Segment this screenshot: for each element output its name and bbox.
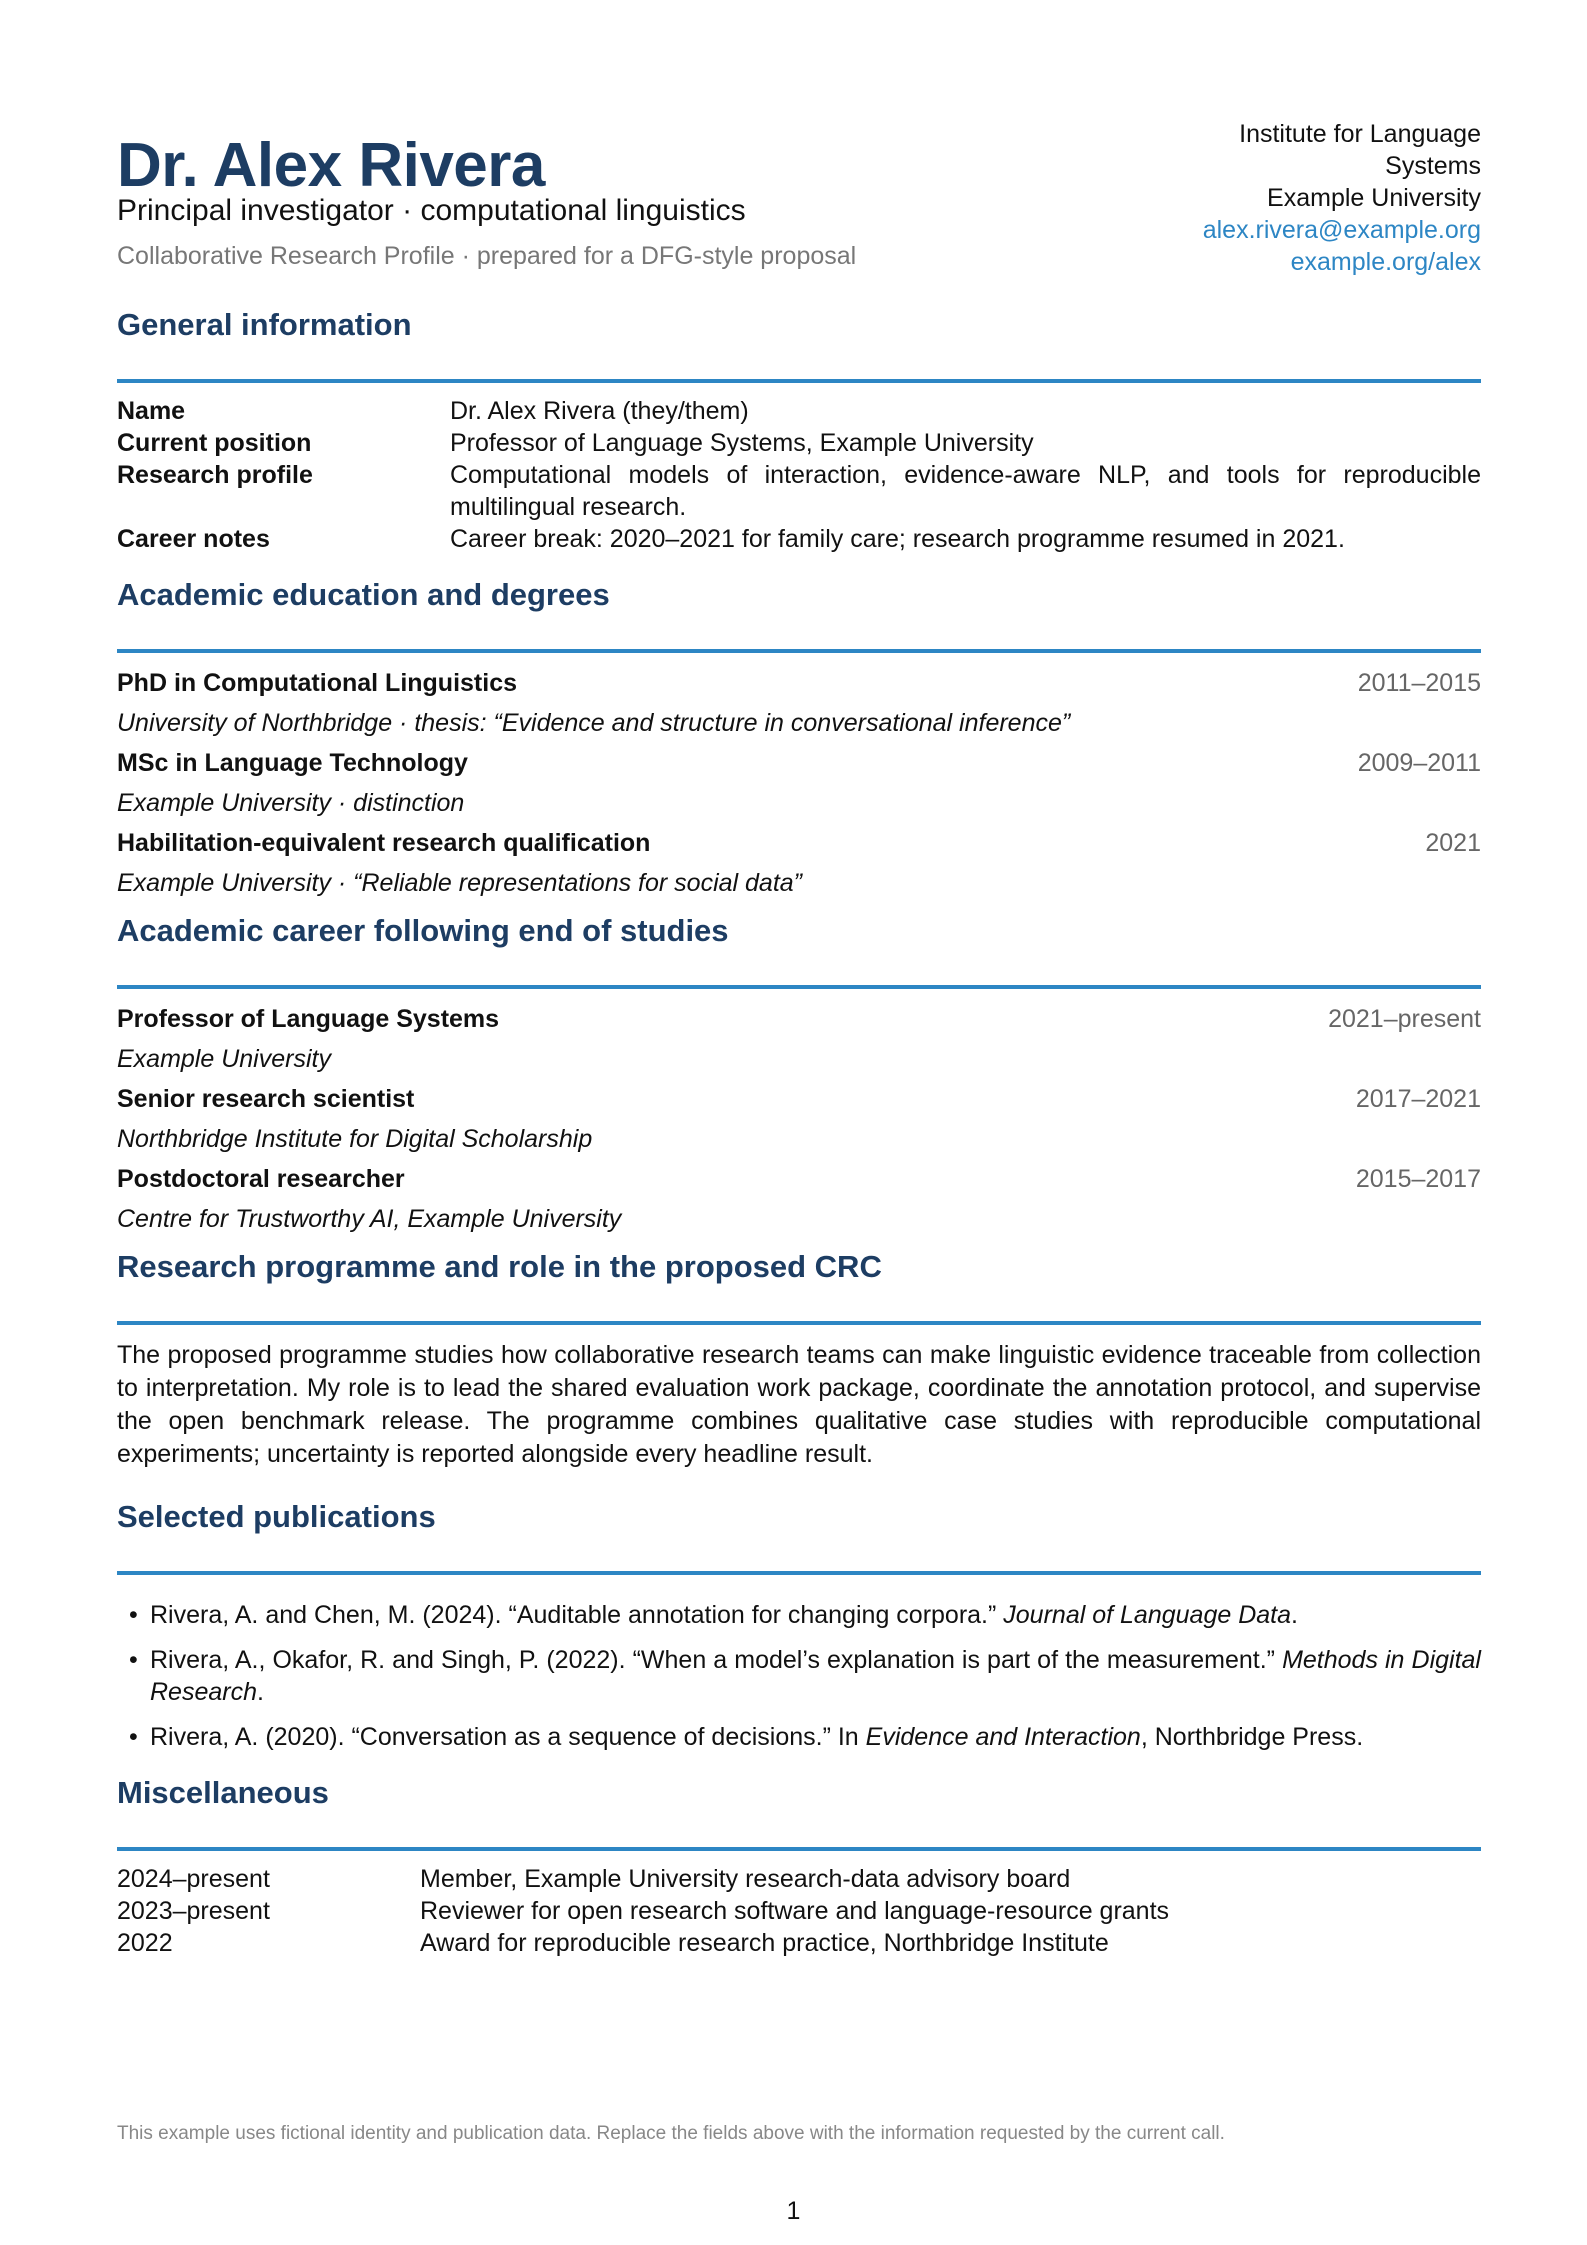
publication-citation: Rivera, A., Okafor, R. and Singh, P. (2022). “When a model’s explanation is part of the measurement.” — [150, 1646, 1283, 1674]
page-number: 1 — [786, 2197, 801, 2225]
publication-citation: Rivera, A. and Chen, M. (2024). “Auditable annotation for changing corpora.” — [150, 1601, 1004, 1629]
entry-title: Professor of Language Systems — [117, 1005, 500, 1033]
section-rule — [117, 649, 1481, 653]
website-link[interactable]: example.org/alex — [1290, 248, 1481, 276]
university: Example University — [1267, 184, 1481, 212]
entry-title: Postdoctoral researcher — [117, 1165, 405, 1193]
profile-tagline: Collaborative Research Profile · prepared for a DFG-style proposal — [117, 242, 857, 270]
career-entry — [117, 1083, 1481, 1155]
career-entry — [117, 1003, 1481, 1075]
info-row — [117, 459, 1481, 523]
info-label: Career notes — [117, 525, 270, 553]
info-grid — [117, 395, 1481, 555]
section-title: Selected publications — [117, 1499, 436, 1534]
entry-title: Senior research scientist — [117, 1085, 415, 1113]
education-entries — [117, 667, 1481, 899]
entry-subtitle: Centre for Trustworthy AI, Example University — [117, 1205, 622, 1233]
section-programme — [117, 1249, 1481, 1471]
publication-venue: Methods in Digital Research — [150, 1646, 1481, 1706]
section-rule — [117, 379, 1481, 383]
section-misc — [117, 1775, 1481, 1959]
entry-date: 2021–present — [1328, 1005, 1481, 1033]
info-row — [117, 427, 1481, 459]
info-label: Name — [117, 397, 186, 425]
section-title: Academic career following end of studies — [117, 913, 729, 948]
misc-text: Award for reproducible research practice, Northbridge Institute — [420, 1929, 1109, 1957]
misc-list — [117, 1863, 1481, 1959]
career-entries — [117, 1003, 1481, 1235]
section-rule — [117, 1321, 1481, 1325]
institute-line-2: Systems — [1385, 152, 1481, 180]
education-entry — [117, 827, 1481, 899]
education-entry — [117, 747, 1481, 819]
misc-text: Member, Example University research-data advisory board — [420, 1865, 1071, 1893]
publication-citation: Rivera, A. (2020). “Conversation as a sequence of decisions.” In — [150, 1723, 866, 1751]
publication-venue: Journal of Language Data — [1003, 1601, 1292, 1629]
email-link[interactable]: alex.rivera@example.org — [1202, 216, 1481, 244]
section-rule — [117, 1571, 1481, 1575]
bullet: • — [129, 1723, 138, 1751]
entry-subtitle: Example University — [117, 1045, 331, 1073]
publication-citation-end: . — [257, 1678, 264, 1706]
publication-citation-end: , Northbridge Press. — [1140, 1723, 1364, 1751]
section-title: Research programme and role in the proposed CRC — [117, 1249, 882, 1284]
info-label: Current position — [117, 429, 312, 457]
section-rule — [117, 1847, 1481, 1851]
misc-date: 2023–present — [117, 1897, 270, 1925]
section-publications — [117, 1499, 1481, 1753]
programme-text: The proposed programme studies how collaborative research teams can make linguistic evidence traceable from collection to interpretation. My role is to lead the shared evaluation work package, coordinate the annotation protocol, and supervise the open benchmark release. The programme combines qualitative case studies with reproducible computational experiments; uncertainty is reported alongside every headline result. — [117, 1341, 1481, 1468]
bullet: • — [129, 1601, 138, 1629]
info-value: Dr. Alex Rivera (they/them) — [450, 397, 749, 425]
entry-subtitle: Example University · “Reliable representations for social data” — [117, 869, 803, 897]
entry-date: 2009–2011 — [1357, 749, 1481, 777]
section-rule — [117, 985, 1481, 989]
entry-date: 2011–2015 — [1357, 669, 1481, 697]
education-entry — [117, 667, 1481, 739]
publication-list — [117, 1599, 1481, 1753]
career-entry — [117, 1163, 1481, 1235]
publication-venue: Evidence and Interaction — [865, 1723, 1141, 1751]
publication-item — [117, 1599, 1481, 1631]
section-general — [117, 307, 1481, 555]
info-row — [117, 523, 1481, 555]
entry-subtitle: University of Northbridge · thesis: “Evidence and structure in conversational inference” — [117, 709, 1071, 737]
header — [117, 0, 1481, 300]
misc-date: 2024–present — [117, 1865, 270, 1893]
section-title: Miscellaneous — [117, 1775, 329, 1810]
entry-title: Habilitation-equivalent research qualification — [117, 829, 651, 857]
info-value: Computational models of interaction, evidence-aware NLP, and tools for reproducible multilingual research. — [450, 461, 1481, 521]
entry-date: 2021 — [1425, 829, 1481, 857]
entry-title: PhD in Computational Linguistics — [117, 669, 517, 697]
section-education — [117, 577, 1481, 899]
misc-row — [117, 1863, 1481, 1895]
publication-item — [117, 1721, 1481, 1753]
person-name: Dr. Alex Rivera — [117, 131, 545, 200]
publication-item — [117, 1644, 1481, 1708]
contact-block — [1121, 118, 1481, 278]
info-label: Research profile — [117, 461, 313, 489]
info-value: Professor of Language Systems, Example University — [450, 429, 1034, 457]
misc-row — [117, 1927, 1481, 1959]
misc-row — [117, 1895, 1481, 1927]
entry-subtitle: Example University · distinction — [117, 789, 465, 817]
cv-page — [117, 0, 1481, 1959]
entry-date: 2015–2017 — [1355, 1165, 1481, 1193]
misc-text: Reviewer for open research software and language-resource grants — [420, 1897, 1170, 1925]
misc-date: 2022 — [117, 1929, 173, 1957]
bullet: • — [129, 1646, 138, 1674]
person-subtitle: Principal investigator · computational linguistics — [117, 194, 746, 227]
section-title: General information — [117, 307, 412, 342]
entry-title: MSc in Language Technology — [117, 749, 468, 777]
footnote: This example uses fictional identity and publication data. Replace the fields above with the information requested by the current call. — [117, 2123, 1225, 2144]
entry-date: 2017–2021 — [1355, 1085, 1481, 1113]
institute-line-1: Institute for Language — [1239, 120, 1481, 148]
publication-citation-end: . — [1291, 1601, 1298, 1629]
info-value: Career break: 2020–2021 for family care; research programme resumed in 2021. — [450, 525, 1345, 553]
info-row — [117, 395, 1481, 427]
section-title: Academic education and degrees — [117, 577, 610, 612]
entry-subtitle: Northbridge Institute for Digital Scholarship — [117, 1125, 593, 1153]
section-career — [117, 913, 1481, 1235]
